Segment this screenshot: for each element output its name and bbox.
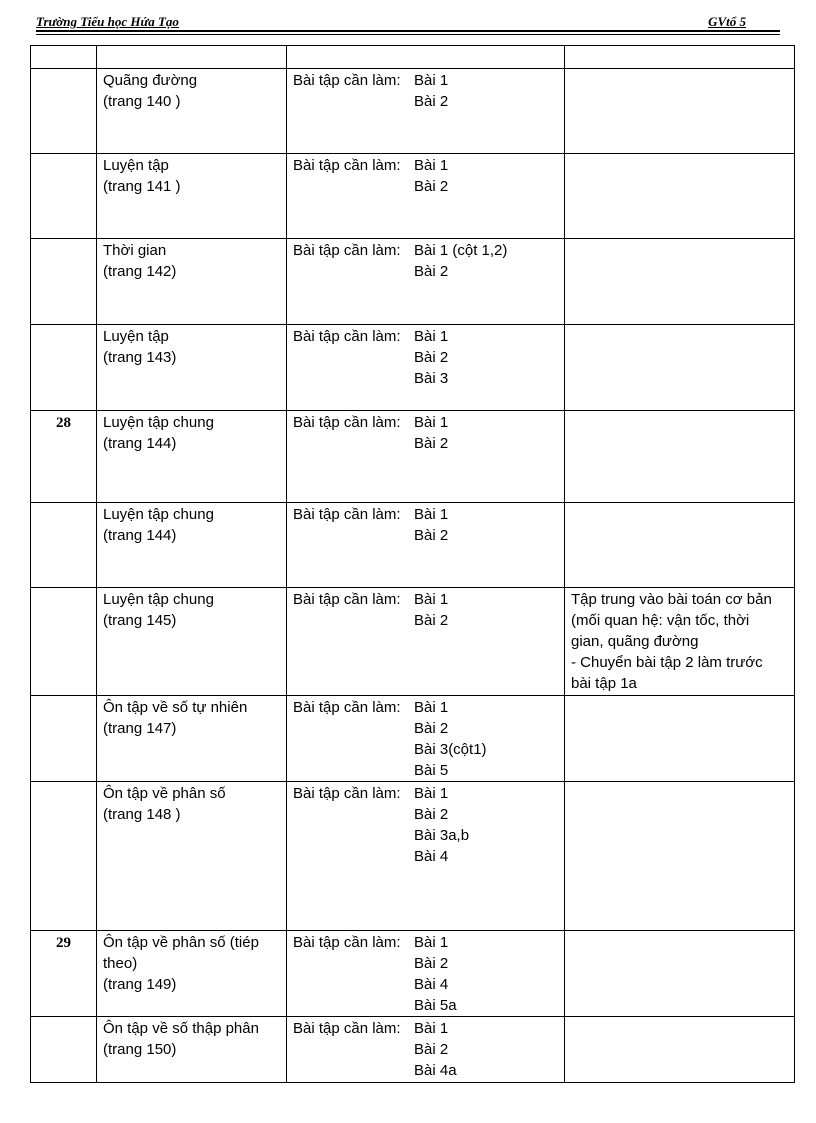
- lesson-line: (trang 149): [103, 976, 177, 993]
- note-line: Tập trung vào bài toán cơ bản: [571, 591, 772, 608]
- exercise-label: Bài tập cần làm:: [293, 72, 401, 89]
- exercises-cell: [287, 696, 565, 782]
- week-cell: [31, 46, 97, 69]
- exercise-item: Bài 5: [414, 762, 449, 779]
- exercises-cell: [287, 503, 565, 588]
- exercise-item: Bài 1: [414, 934, 449, 951]
- week-cell: [31, 696, 97, 782]
- note-line: bài tập 1a: [571, 675, 637, 692]
- lesson-cell: [97, 782, 287, 931]
- note-cell: [565, 782, 795, 931]
- lesson-line: Ôn tập về số thập phân: [103, 1020, 259, 1037]
- lesson-line: Ôn tập về số tự nhiên: [103, 699, 248, 716]
- exercises-cell: [287, 69, 565, 154]
- note-cell: [565, 1017, 795, 1083]
- exercise-item: Bài 2: [414, 720, 449, 737]
- week-cell: [31, 154, 97, 239]
- table-row: [31, 411, 795, 503]
- table-row: [31, 69, 795, 154]
- exercise-item: Bài 2: [414, 263, 449, 280]
- week-cell: [31, 782, 97, 931]
- week-number: [31, 782, 96, 784]
- exercise-item: Bài 2: [414, 349, 449, 366]
- lesson-line: (trang 144): [103, 435, 177, 452]
- week-number: [31, 239, 96, 241]
- lesson-line: Luyện tập chung: [103, 414, 214, 431]
- exercise-item: Bài 2: [414, 178, 449, 195]
- exercises-cell: [287, 325, 565, 411]
- exercises-cell: [287, 1017, 565, 1083]
- note-cell: [565, 69, 795, 154]
- exercise-item: Bài 2: [414, 435, 449, 452]
- lesson-plan-table: [30, 45, 795, 1083]
- exercise-label: Bài tập cần làm:: [293, 328, 401, 345]
- exercise-label: Bài tập cần làm:: [293, 157, 401, 174]
- lesson-cell: [97, 931, 287, 1017]
- lesson-line: (trang 144): [103, 527, 177, 544]
- exercise-item: Bài 4: [414, 976, 449, 993]
- lesson-cell: [97, 69, 287, 154]
- note-line: gian, quãng đường: [571, 633, 699, 650]
- note-cell: [565, 154, 795, 239]
- week-cell: [31, 931, 97, 1017]
- exercise-item: Bài 2: [414, 1041, 449, 1058]
- exercise-item: Bài 2: [414, 527, 449, 544]
- note-cell: [565, 325, 795, 411]
- exercise-label: Bài tập cần làm:: [293, 1020, 401, 1037]
- exercise-item: Bài 1: [414, 1020, 449, 1037]
- table-row: [31, 1017, 795, 1083]
- lesson-line: Luyện tập chung: [103, 591, 214, 608]
- lesson-line: (trang 145): [103, 612, 177, 629]
- exercises-cell: [287, 411, 565, 503]
- lesson-line: Ôn tập về phân số: [103, 785, 226, 802]
- lesson-cell: [97, 588, 287, 696]
- week-cell: [31, 239, 97, 325]
- week-number: [31, 1017, 96, 1019]
- page-header: [36, 14, 780, 31]
- lesson-line: Quãng đường: [103, 72, 198, 89]
- note-cell: [565, 411, 795, 503]
- note-line: (mối quan hệ: vận tốc, thời: [571, 612, 750, 629]
- table-row: [31, 154, 795, 239]
- table-row: [31, 46, 795, 69]
- lesson-line: Ôn tập về phân số (tiép: [103, 934, 259, 951]
- exercise-item: Bài 2: [414, 806, 449, 823]
- exercise-item: Bài 2: [414, 612, 449, 629]
- exercise-label: Bài tập cần làm:: [293, 506, 401, 523]
- teacher-group: GVtổ 5: [708, 14, 746, 29]
- lesson-cell: [97, 503, 287, 588]
- lesson-line: (trang 141 ): [103, 178, 181, 195]
- exercise-item: Bài 1: [414, 157, 449, 174]
- lesson-line: (trang 140 ): [103, 93, 181, 110]
- week-number: [31, 154, 96, 156]
- table-row: [31, 325, 795, 411]
- lesson-cell: [97, 239, 287, 325]
- lesson-cell: [97, 154, 287, 239]
- exercise-item: Bài 1: [414, 328, 449, 345]
- lesson-cell: [97, 696, 287, 782]
- exercise-item: Bài 3a,b: [414, 827, 470, 844]
- lesson-cell: [97, 325, 287, 411]
- exercise-label: Bài tập cần làm:: [293, 934, 401, 951]
- week-number: [31, 696, 96, 698]
- lesson-cell: [97, 46, 287, 69]
- week-number: [31, 46, 96, 48]
- lesson-line: (trang 143): [103, 349, 177, 366]
- exercise-item: Bài 1: [414, 785, 449, 802]
- week-cell: [31, 411, 97, 503]
- exercises-cell: [287, 588, 565, 696]
- lesson-line: (trang 148 ): [103, 806, 181, 823]
- table-row: [31, 782, 795, 931]
- header-rule: [36, 30, 780, 32]
- exercise-item: Bài 5a: [414, 997, 457, 1014]
- note-cell: [565, 46, 795, 69]
- exercise-item: Bài 4: [414, 848, 449, 865]
- lesson-line: Thời gian: [103, 242, 167, 259]
- week-number: [31, 588, 96, 590]
- week-cell: [31, 588, 97, 696]
- week-number: [31, 325, 96, 327]
- exercise-label: Bài tập cần làm:: [293, 591, 401, 608]
- note-cell: [565, 239, 795, 325]
- exercise-item: Bài 1 (cột 1,2): [414, 242, 508, 259]
- exercise-item: Bài 1: [414, 699, 449, 716]
- note-cell: [565, 588, 795, 696]
- lesson-line: Luyện tập: [103, 328, 169, 345]
- week-number: [31, 503, 96, 505]
- table-row: [31, 696, 795, 782]
- exercises-cell: [287, 782, 565, 931]
- header-rule-thin: [36, 34, 780, 35]
- lesson-line: (trang 142): [103, 263, 177, 280]
- week-number: [31, 69, 96, 71]
- lesson-line: Luyện tập chung: [103, 506, 214, 523]
- week-cell: [31, 69, 97, 154]
- lesson-cell: [97, 1017, 287, 1083]
- table-row: [31, 503, 795, 588]
- table-row: [31, 588, 795, 696]
- school-name: Trường Tiểu học Hứa Tạo: [36, 14, 179, 29]
- note-cell: [565, 696, 795, 782]
- exercise-item: Bài 1: [414, 72, 449, 89]
- table-row: [31, 931, 795, 1017]
- exercise-item: Bài 2: [414, 93, 449, 110]
- week-number: 28: [56, 415, 71, 431]
- lesson-line: theo): [103, 955, 138, 972]
- exercise-item: Bài 1: [414, 506, 449, 523]
- exercise-item: Bài 3(cột1): [414, 741, 487, 758]
- exercise-item: Bài 4a: [414, 1062, 457, 1079]
- exercise-item: Bài 2: [414, 955, 449, 972]
- note-line: - Chuyển bài tập 2 làm trước: [571, 654, 763, 671]
- exercise-item: Bài 1: [414, 591, 449, 608]
- note-cell: [565, 931, 795, 1017]
- exercise-item: Bài 3: [414, 370, 449, 387]
- lesson-line: (trang 147): [103, 720, 177, 737]
- exercise-label: Bài tập cần làm:: [293, 242, 401, 259]
- week-cell: [31, 1017, 97, 1083]
- note-cell: [565, 503, 795, 588]
- exercise-label: Bài tập cần làm:: [293, 785, 401, 802]
- lesson-line: (trang 150): [103, 1041, 177, 1058]
- week-cell: [31, 325, 97, 411]
- week-number: 29: [56, 935, 71, 951]
- lesson-line: Luyện tập: [103, 157, 169, 174]
- exercise-label: Bài tập cần làm:: [293, 414, 401, 431]
- exercises-cell: [287, 154, 565, 239]
- exercises-cell: [287, 46, 565, 69]
- week-cell: [31, 503, 97, 588]
- table-row: [31, 239, 795, 325]
- lesson-cell: [97, 411, 287, 503]
- exercises-cell: [287, 931, 565, 1017]
- exercises-cell: [287, 239, 565, 325]
- exercise-item: Bài 1: [414, 414, 449, 431]
- exercise-label: Bài tập cần làm:: [293, 699, 401, 716]
